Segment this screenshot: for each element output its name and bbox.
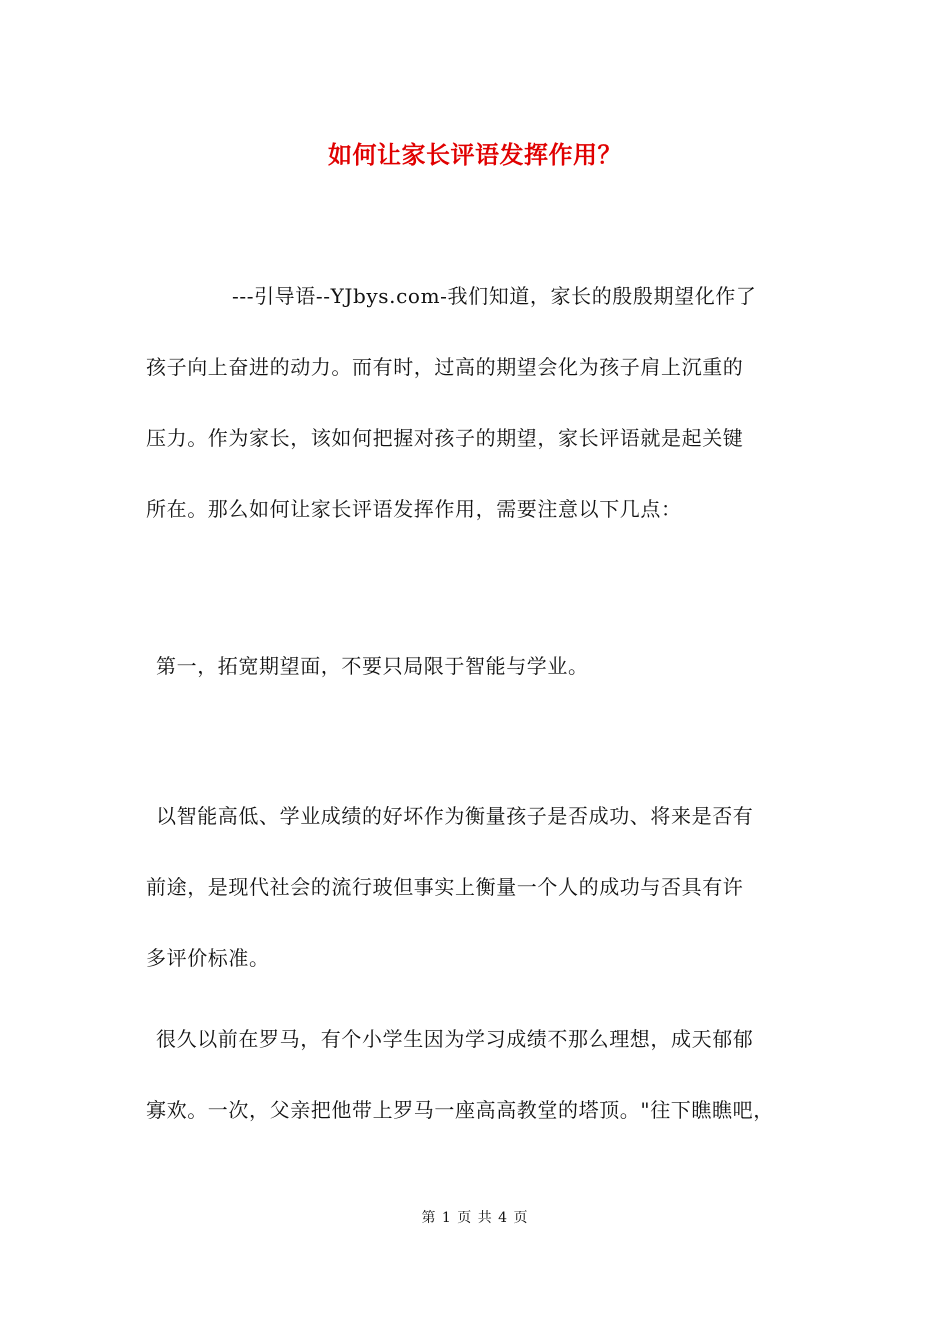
document-title: 如何让家长评语发挥作用？ bbox=[328, 140, 622, 169]
body-line-3: 压力。作为家长，该如何把握对孩子的期望，家长评语就是起关键 bbox=[146, 426, 744, 450]
body-line-2: 孩子向上奋进的动力。而有时，过高的期望会化为孩子肩上沉重的 bbox=[146, 355, 744, 379]
page-footer: 第 1 页 共 4 页 bbox=[421, 1210, 529, 1226]
section-heading-1: 第一，拓宽期望面，不要只局限于智能与学业。 bbox=[156, 654, 589, 678]
body-line-6: 前途，是现代社会的流行玻但事实上衡量一个人的成功与否具有许 bbox=[146, 875, 744, 899]
body-line-8: 很久以前在罗马，有个小学生因为学习成绩不那么理想，成天郁郁 bbox=[156, 1027, 754, 1051]
body-line-5: 以智能高低、学业成绩的好坏作为衡量孩子是否成功、将来是否有 bbox=[156, 804, 754, 828]
body-line-4: 所在。那么如何让家长评语发挥作用，需要注意以下几点： bbox=[146, 497, 682, 521]
body-line-7: 多评价标准。 bbox=[146, 946, 270, 970]
body-line-9: 寡欢。一次，父亲把他带上罗马一座高高教堂的塔顶。"往下瞧瞧吧， bbox=[146, 1098, 774, 1122]
body-line-1: ---引导语--YJbys.com-我们知道，家长的殷殷期望化作了 bbox=[232, 284, 757, 308]
